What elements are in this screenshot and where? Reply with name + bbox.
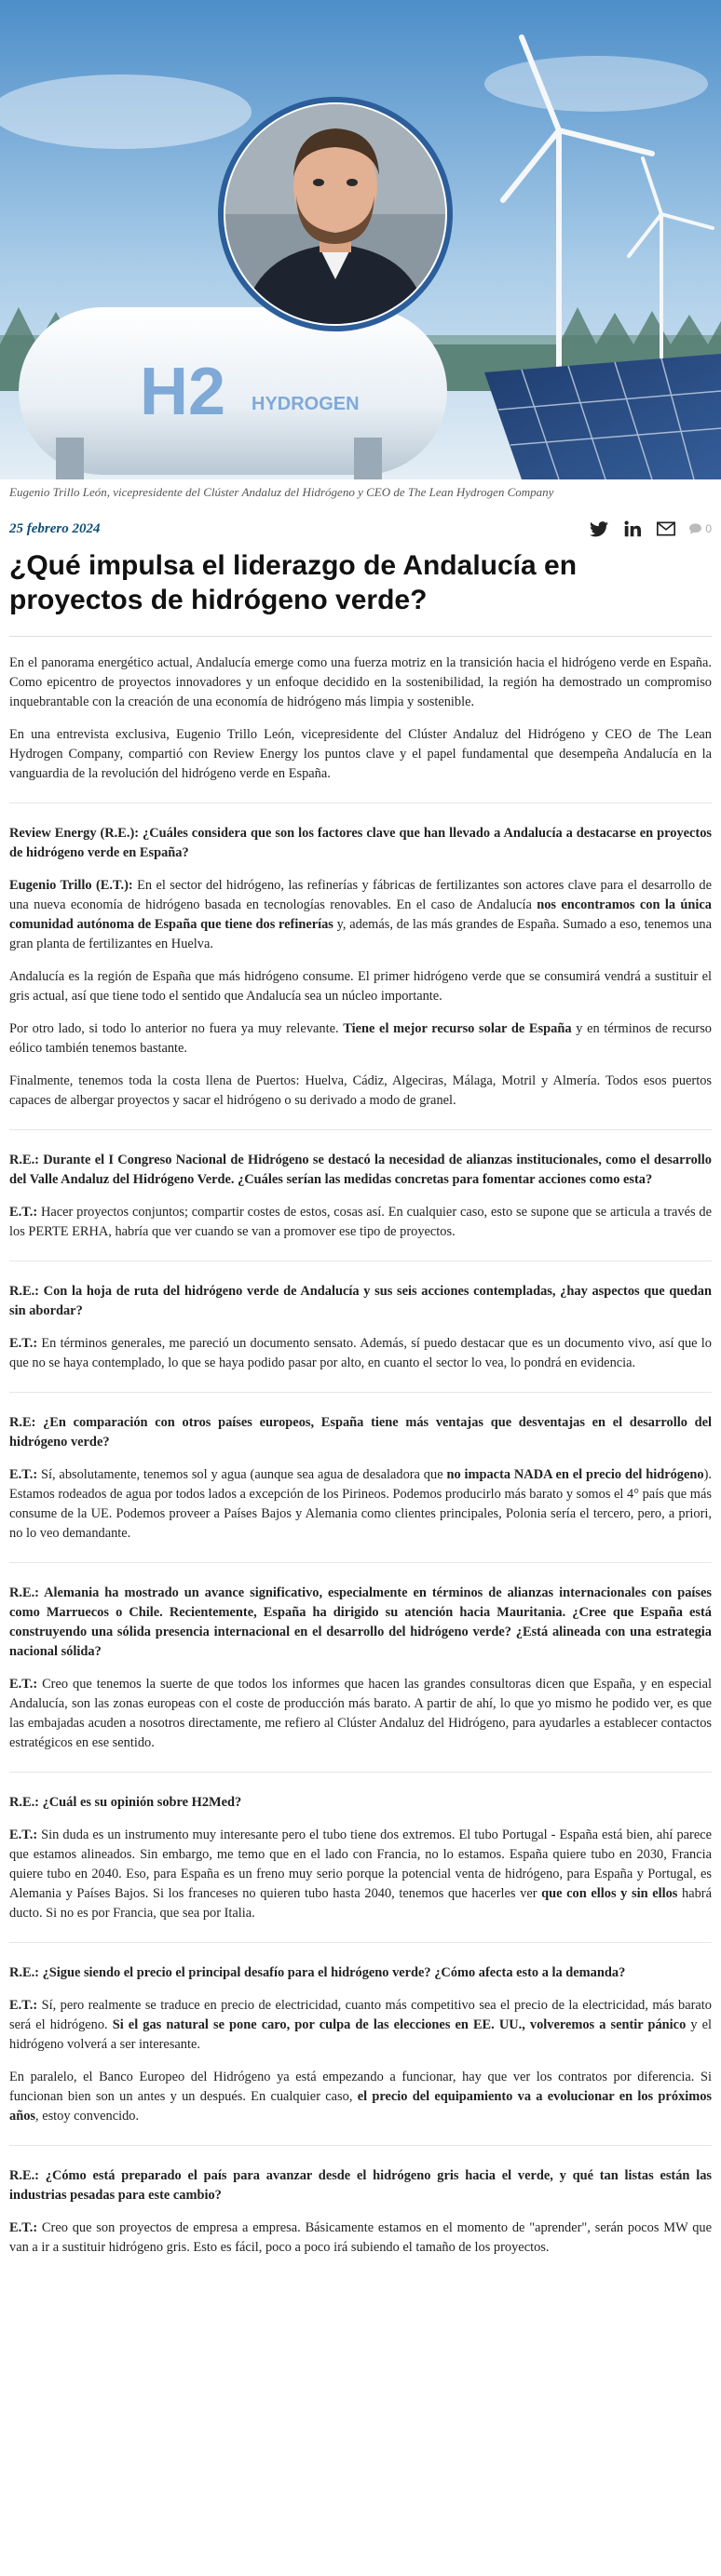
question: R.E: ¿En comparación con otros países europeos, España tiene más ventajas que desventajas en el desarrollo del hidrógeno verde? xyxy=(9,1415,712,1450)
article-title: ¿Qué impulsa el liderazgo de Andalucía en proyectos de hidrógeno verde? xyxy=(9,550,578,615)
intro-paragraph: En el panorama energético actual, Andalucía emerge como una fuerza motriz en la transición hacia el hidrógeno verde en España. Como epicentro de proyectos innovadores y un enfoque decidido en la sostenibilidad, la región ha demostrado un compromiso inquebrantable con la creación de una economía de hidrógeno más limpia y sostenible. xyxy=(9,655,712,709)
share-bar xyxy=(589,519,712,539)
section-divider xyxy=(9,1562,712,1563)
section-divider xyxy=(9,1772,712,1773)
answer-highlight: el precio del equipamiento va a evolucionar en los próximos años xyxy=(9,2089,712,2124)
comment-icon xyxy=(689,523,701,534)
answer-text: Creo que son proyectos de empresa a empresa. Básicamente estamos en el momento de "aprender", serán pocos MW que van a ir a sustituir hidrógeno gris. Esto es fácil, poco a poco irá subiendo el tamaño de los proyectos. xyxy=(9,2220,712,2255)
speaker-label: E.T.: xyxy=(9,1827,38,1842)
twitter-icon[interactable] xyxy=(589,519,609,539)
answer xyxy=(9,1334,712,1373)
speaker-label: E.T.: xyxy=(9,1336,38,1351)
answer-text: Sí, absolutamente, tenemos sol y agua (aunque sea agua de desaladora que xyxy=(37,1467,447,1482)
answer-text: En términos generales, me pareció un documento sensato. Además, sí puedo destacar que es un documento vivo, así que lo que no se haya contemplado, lo que se haya podido pasar por alto, en cuanto el sector lo vea, lo pondrá en evidencia. xyxy=(9,1336,712,1370)
answer: Finalmente, tenemos toda la costa llena de Puertos: Huelva, Cádiz, Algeciras, Málaga, Motril y Almería. Todos esos puertos capaces de albergar proyectos y sacar el hidrógeno o su derivado a modo de granel. xyxy=(9,1073,712,1108)
comment-counter[interactable] xyxy=(689,522,712,535)
answer xyxy=(9,1826,712,1923)
answer xyxy=(9,1465,712,1544)
question: R.E.: ¿Sigue siendo el precio el principal desafío para el hidrógeno verde? ¿Cómo afecta esto a la demanda? xyxy=(9,1965,626,1980)
answer xyxy=(9,2219,712,2258)
answer-text: y, además, de las más grandes de España. Sumado a eso, tenemos una gran planta de fertilizantes en Huelva. xyxy=(9,917,713,951)
answer-highlight: no impacta NADA en el precio del hidrógeno xyxy=(446,1467,704,1482)
title-divider xyxy=(9,636,712,637)
question: R.E.: ¿Cómo está preparado el país para avanzar desde el hidrógeno gris hacia el verde, y qué tan listas están las industrias pesadas para este cambio? xyxy=(9,2168,712,2203)
hero-caption: Eugenio Trillo León, vicepresidente del Clúster Andaluz del Hidrógeno y CEO de The Lean Hydrogen Company xyxy=(9,485,554,499)
answer-text: Sin duda es un instrumento muy interesante pero el tubo tiene dos extremos. El tubo Portugal - España está bien, ahí parece que estamos alineados. Sin embargo, me temo que en el lado con Francia, no lo estamos. España quiere tubo en 2030, Francia quiere tubo en 2040. Eso, para España es un freno muy serio porque la potencial venta de hidrógeno, para España y Portugal, es Alemania y Países Bajos. Si los franceses no quieren tubo hasta 2040, tenemos que hacerles ver xyxy=(9,1827,712,1901)
speaker-label: E.T.: xyxy=(9,1205,38,1220)
answer xyxy=(9,1019,712,1059)
hero-illustration xyxy=(0,0,721,479)
answer-text: y el hidrógeno volverá a ser interesante. xyxy=(9,2017,712,2052)
speaker-label: Eugenio Trillo (E.T.): xyxy=(9,878,133,893)
answer-text: Sí, pero realmente se traduce en precio de electricidad, cuanto más competitivo sea el precio de la electricidad, más barato será el hidrógeno. xyxy=(9,1998,712,2032)
section-divider xyxy=(9,1392,712,1393)
answer-highlight: Si el gas natural se pone caro, por culpa de las elecciones en EE. UU., volveremos a sentir pánico xyxy=(112,2017,687,2032)
answer-highlight: que con ellos y sin ellos xyxy=(541,1886,678,1901)
intro-paragraph: En una entrevista exclusiva, Eugenio Trillo León, vicepresidente del Clúster Andaluz del Hidrógeno y CEO de The Lean Hydrogen Company, compartió con Review Energy los puntos clave y el papel fundamental que desempeña Andalucía en la vanguardia de la revolución del hidrógeno verde en España. xyxy=(9,727,712,781)
answer-highlight: Tiene el mejor recurso solar de España xyxy=(343,1021,572,1036)
section-divider xyxy=(9,802,712,803)
answer-text: , estoy convencido. xyxy=(35,2109,140,2124)
answer-text: Hacer proyectos conjuntos; compartir costes de estos, cosas así. En cualquier caso, esto se supone que se articula a través de los PERTE ERHA, habría que ver cuando se van a promover ese tipo de proyectos. xyxy=(9,1205,712,1239)
speaker-label: E.T.: xyxy=(9,2220,38,2235)
section-divider xyxy=(9,1942,712,1943)
answer xyxy=(9,1996,712,2055)
answer xyxy=(9,2068,712,2126)
comment-count: 0 xyxy=(705,522,712,535)
question: R.E.: ¿Cuál es su opinión sobre H2Med? xyxy=(9,1795,242,1810)
publish-date: 25 febrero 2024 xyxy=(9,520,101,536)
answer-text: Creo que tenemos la suerte de que todos los informes que hacen las grandes consultoras dicen que España, y en especial Andalucía, son las zonas europeas con el coste de producción más barato. A partir de ahí, lo que yo mismo he podido ver, es que las embajadas acuden a nosotros directamente, me refiero al Clúster Andaluz del Hidrógeno, para ayudarles a establecer contactos estratégicos en ese sentido. xyxy=(9,1677,712,1750)
linkedin-icon[interactable] xyxy=(622,519,643,539)
hero-image xyxy=(0,0,721,479)
question: R.E.: Con la hoja de ruta del hidrógeno verde de Andalucía y sus seis acciones contempladas, ¿hay aspectos que quedan sin abordar? xyxy=(9,1284,712,1318)
article-body xyxy=(0,654,721,2258)
question: R.E.: Durante el I Congreso Nacional de Hidrógeno se destacó la necesidad de alianzas institucionales, como el desarrollo del Valle Andaluz del Hidrógeno Verde. ¿Cuáles serían las medidas concretas para fomentar acciones como esta? xyxy=(9,1153,712,1187)
answer-text: En el sector del hidrógeno, las refinerías y fábricas de fertilizantes son actores clave para el desarrollo de una nueva economía de hidrógeno basada en tecnologías renovables. En el caso de Andalucía xyxy=(9,878,712,912)
speaker-label: E.T.: xyxy=(9,1998,38,2013)
answer-text: ). Estamos rodeados de agua por todos lados a excepción de los Pirineos. Podemos producirlo más barato y somos el 4° país que más consume de la UE. Podemos proveer a Países Bajos y Alemania como clientes principales, Polonia sería el tercero, pero, a priori, no lo veo demandante. xyxy=(9,1467,712,1541)
answer-text: habrá ducto. Si no es por Francia, que sea por Italia. xyxy=(9,1886,712,1921)
section-divider xyxy=(9,2145,712,2146)
tank-text-h2: H2 xyxy=(140,355,226,429)
answer xyxy=(9,1675,712,1753)
tank-text-hydrogen: HYDROGEN xyxy=(252,394,360,414)
email-icon[interactable] xyxy=(656,519,676,539)
answer-text: Por otro lado, si todo lo anterior no fuera ya muy relevante. xyxy=(9,1021,344,1036)
question: R.E.: Alemania ha mostrado un avance significativo, especialmente en términos de alianzas internacionales con países como Marruecos o Chile. Recientemente, España ha dirigido su atención hacia Mauritania. ¿Cree que España está construyendo una sólida presencia internacional en el desarrollo del hidrógeno verde? ¿Está alineada con una estrategia nacional sólida? xyxy=(9,1585,712,1659)
question: Review Energy (R.E.): ¿Cuáles considera que son los factores clave que han llevado a Andalucía a destacarse en proyectos de hidrógeno verde en España? xyxy=(9,826,712,860)
article-meta xyxy=(0,504,721,543)
answer-text: En paralelo, el Banco Europeo del Hidrógeno ya está empezando a funcionar, hay que ver los contratos por diferencia. Si funcionan bien son un antes y un después. En cualquier caso, xyxy=(9,2070,712,2104)
answer: Andalucía es la región de España que más hidrógeno consume. El primer hidrógeno verde que se consumirá vendrá a sustituir el gris actual, así que tiene todo el sentido que Andalucía sea un núcleo importante. xyxy=(9,969,712,1004)
answer xyxy=(9,876,712,954)
section-divider xyxy=(9,1129,712,1130)
speaker-label: E.T.: xyxy=(9,1677,38,1692)
answer xyxy=(9,1203,712,1242)
answer-highlight: nos encontramos con la única comunidad autónoma de España que tiene dos refinerías xyxy=(9,897,712,932)
answer-text: y en términos de recurso eólico también tenemos bastante. xyxy=(9,1021,712,1056)
speaker-label: E.T.: xyxy=(9,1467,38,1482)
